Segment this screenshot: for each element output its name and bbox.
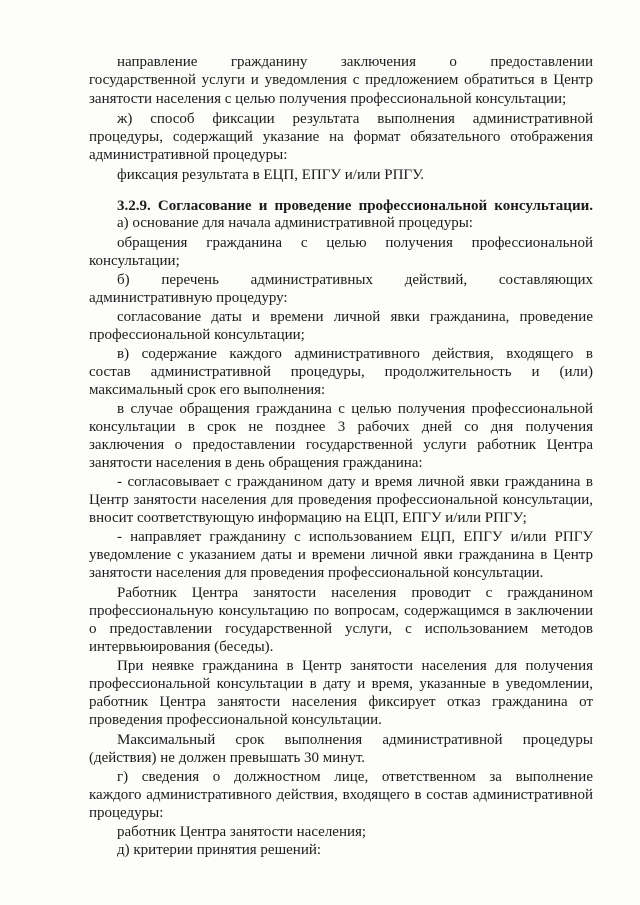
- text-line: занятости населения для проведения профессиональной консультации.: [89, 565, 544, 581]
- text-line: заключения о предоставлении государственной услуги работник Центра: [89, 437, 593, 453]
- text-line: процедуры, содержащий указание на формат обязательного отображения: [89, 129, 593, 145]
- text-line: б) перечень административных действий, составляющих: [117, 272, 593, 288]
- text-line: в) содержание каждого административного действия, входящего в: [117, 346, 593, 362]
- text-line: г) сведения о должностном лице, ответственном за выполнение: [117, 769, 593, 785]
- text-line: интервьюирования (беседы).: [89, 639, 274, 655]
- text-line: административной процедуры:: [89, 147, 288, 163]
- text-line: - направляет гражданину с использованием ЕЦП, ЕПГУ и/или РПГУ: [117, 529, 593, 545]
- text-line: работник Центра занятости населения фиксирует отказ гражданина от: [89, 694, 593, 710]
- text-line: каждого административного действия, входящего в состав административной: [89, 787, 593, 803]
- text-line: работник Центра занятости населения;: [117, 824, 367, 840]
- text-line: (действия) не должен превышать 30 минут.: [89, 750, 366, 766]
- text-line: а) основание для начала административной процедуры:: [117, 215, 473, 231]
- text-line: максимальный срок его выполнения:: [89, 382, 326, 398]
- text-line: процедуры:: [89, 805, 164, 821]
- text-line: д) критерии принятия решений:: [117, 842, 322, 858]
- text-line: административную процедуру:: [89, 290, 288, 306]
- text-line: - согласовывает с гражданином дату и время личной явки гражданина в: [117, 474, 593, 490]
- text-line: в случае обращения гражданина с целью получения профессиональной: [117, 401, 593, 417]
- text-line: проведения профессиональной консультации.: [89, 712, 382, 728]
- text-line: консультации в срок не позднее 3 рабочих дней со дня получения: [89, 419, 593, 435]
- text-line: занятости населения с целью получения профессиональной консультации;: [89, 91, 567, 107]
- text-line: обращения гражданина с целью получения профессиональной: [117, 235, 593, 251]
- text-line: согласование даты и времени личной явки гражданина, проведение: [117, 309, 593, 325]
- text-line: фиксация результата в ЕЦП, ЕПГУ и/или РПГУ.: [117, 167, 425, 183]
- text-line: вносит соответствующую информацию на ЕЦП, ЕПГУ и/или РПГУ;: [89, 510, 527, 526]
- text-line: Максимальный срок выполнения административной процедуры: [117, 732, 593, 748]
- text-line: уведомление с указанием даты и времени личной явки гражданина в Центр: [89, 547, 593, 563]
- text-line: направление гражданину заключения о предоставлении: [117, 54, 593, 70]
- text-line: Работник Центра занятости населения проводит с гражданином: [117, 585, 593, 601]
- text-line: Центр занятости населения для проведения профессиональной консультации,: [89, 492, 593, 508]
- text-line: государственной услуги и уведомления с предложением обратиться в Центр: [89, 72, 593, 88]
- text-line: профессиональной консультации в дату и время, указанные в уведомлении,: [89, 676, 593, 692]
- text-line: профессиональной консультации;: [89, 327, 305, 343]
- text-line: занятости населения в день обращения гражданина:: [89, 455, 423, 471]
- text-line: консультации;: [89, 253, 180, 269]
- text-line: При неявке гражданина в Центр занятости населения для получения: [117, 658, 593, 674]
- text-line: состав административной процедуры, продолжительность и (или): [89, 364, 593, 380]
- text-line: профессиональную консультацию по вопросам, содержащимся в заключении: [89, 603, 593, 619]
- text-line: ж) способ фиксации результата выполнения административной: [117, 111, 593, 127]
- text-line: о предоставлении государственной услуги, с использованием методов: [89, 621, 593, 637]
- section-heading: 3.2.9. Согласование и проведение профессиональной консультации.: [117, 198, 593, 214]
